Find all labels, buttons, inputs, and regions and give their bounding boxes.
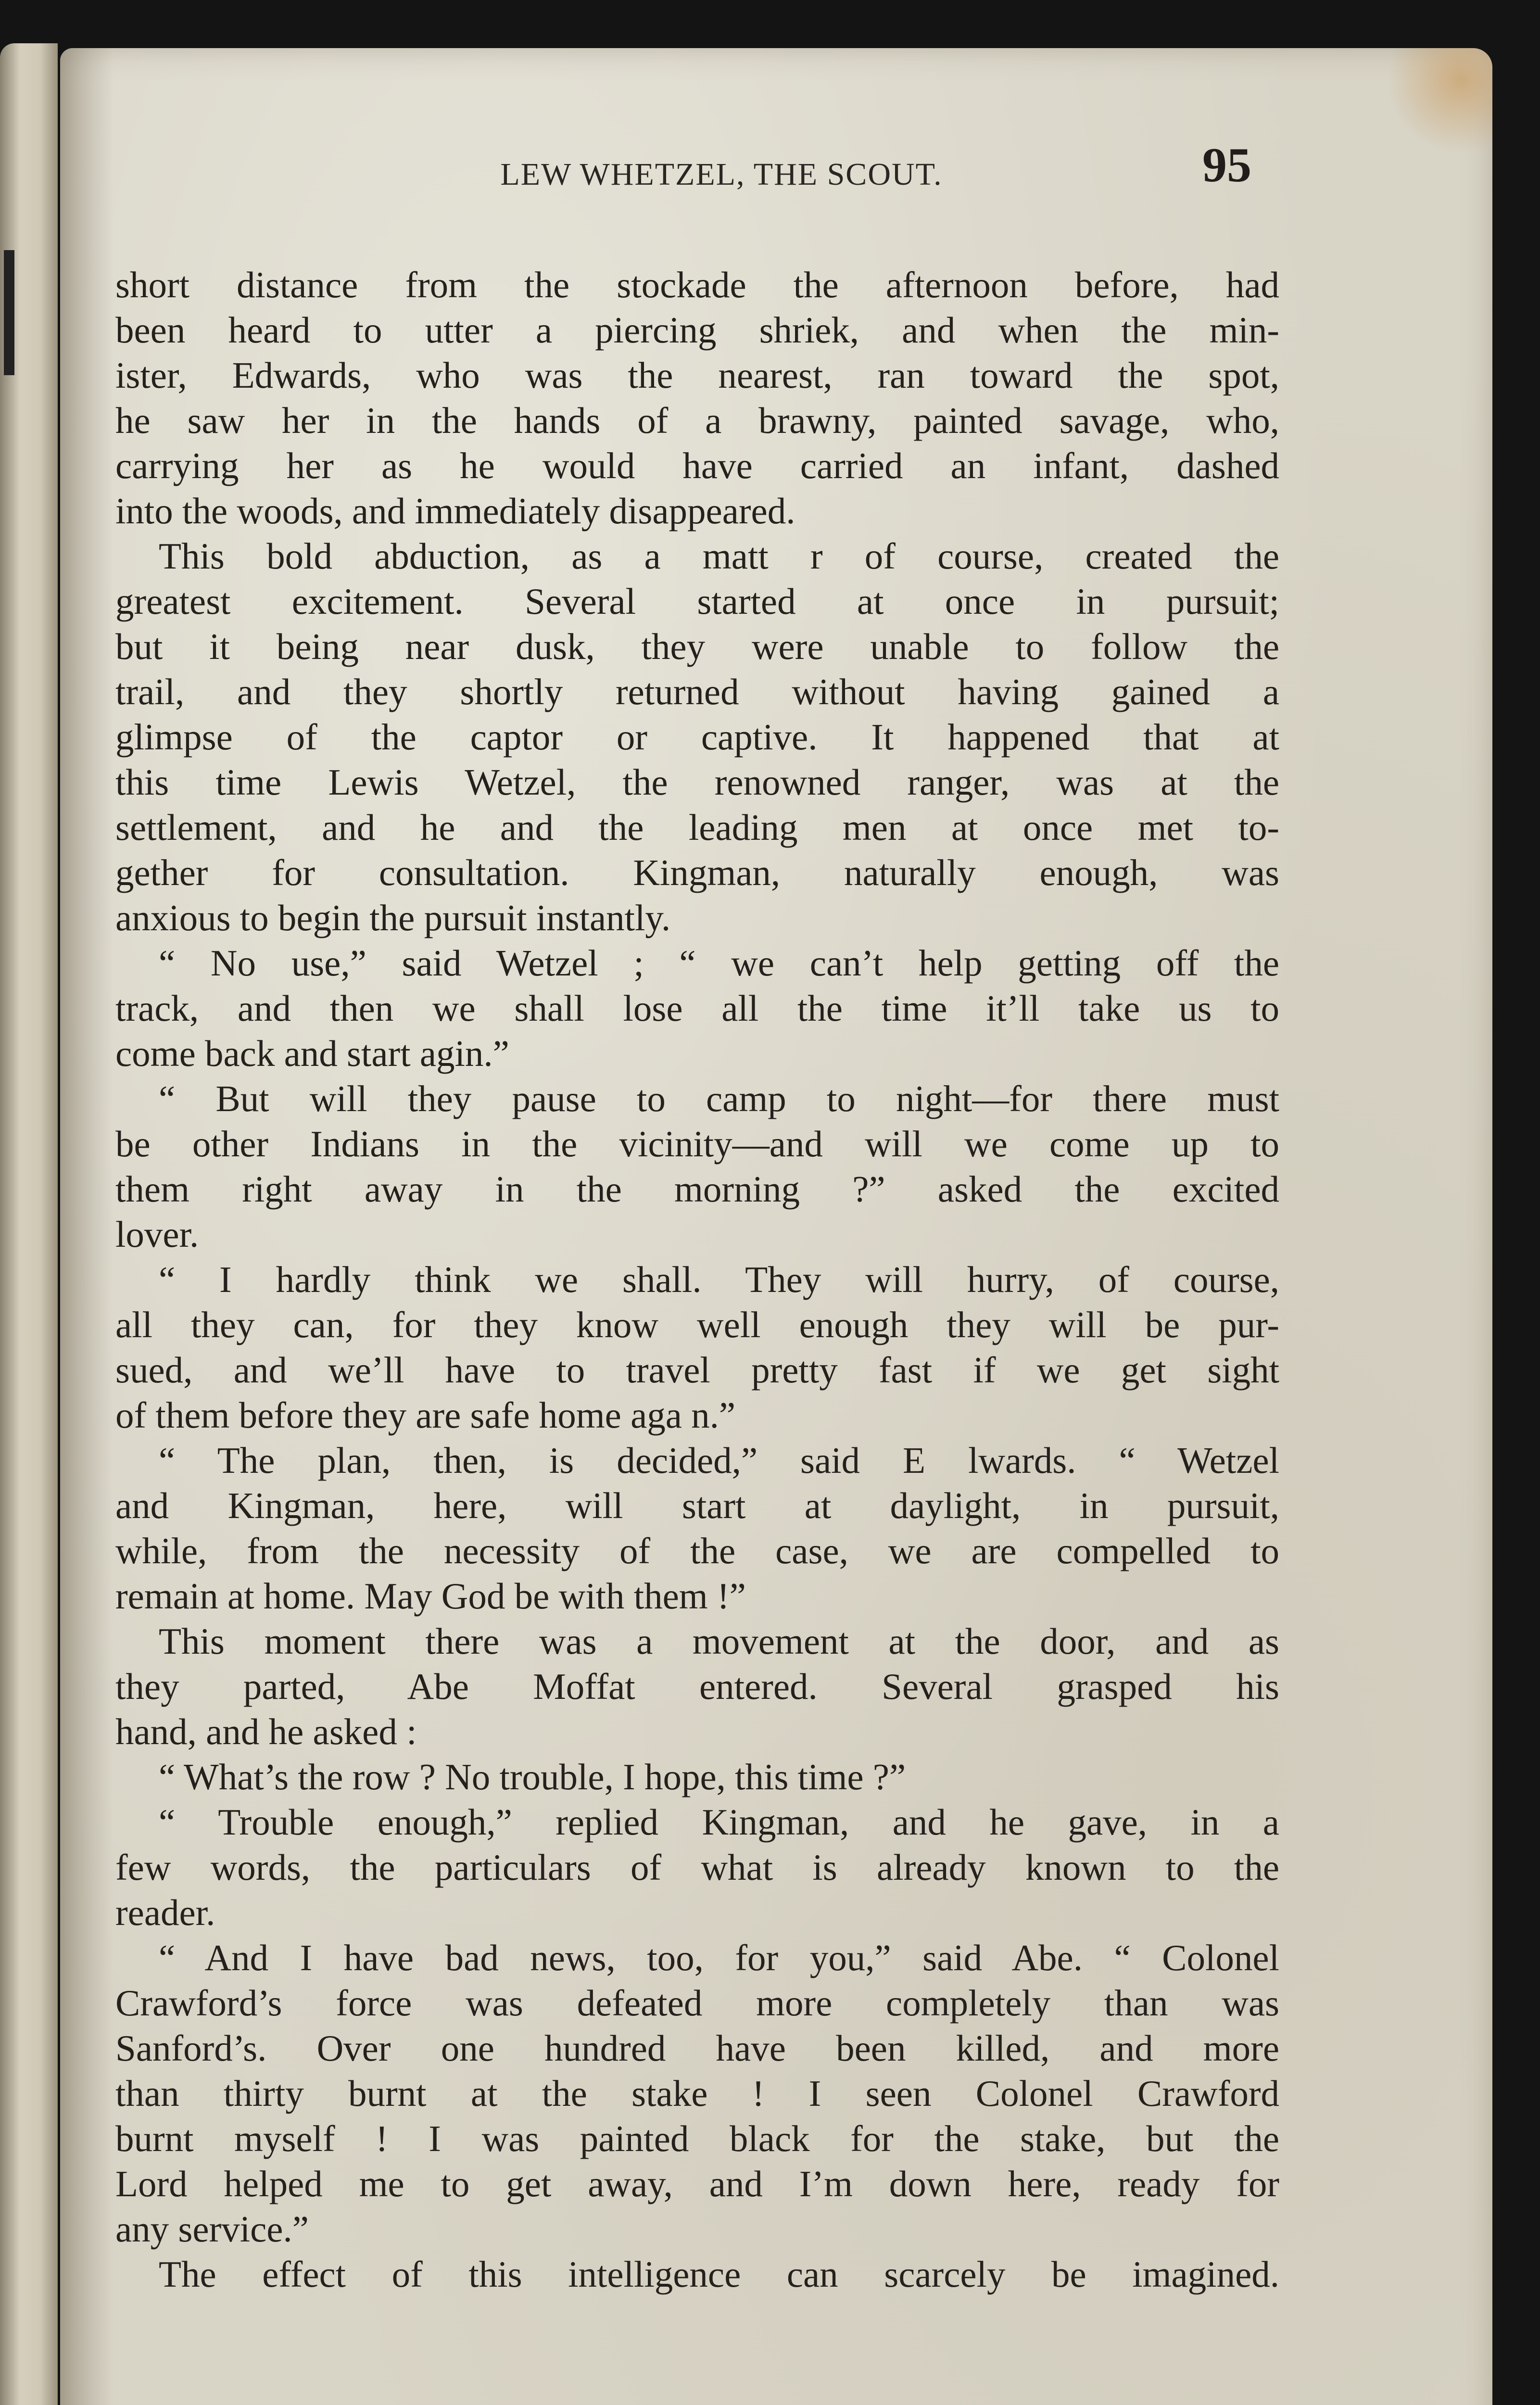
- text-line: The effect of this intelligence can scarcely be imagined.: [159, 2253, 1279, 2295]
- page-number: 95: [1202, 138, 1251, 192]
- text-line: short distance from the stockade the afternoon before, had: [115, 264, 1279, 305]
- text-line: “ And I have bad news, too, for you,” said Abe. “ Colonel: [159, 1937, 1279, 1978]
- text-line: come back and start agin.”: [115, 1033, 509, 1074]
- text-line: gether for consultation. Kingman, naturally enough, was: [115, 852, 1279, 893]
- text-line: lover.: [115, 1214, 199, 1255]
- text-line: ister, Edwards, who was the nearest, ran toward the spot,: [115, 354, 1279, 396]
- text-line: than thirty burnt at the stake ! I seen Colonel Crawford: [115, 2073, 1279, 2114]
- text-line: any service.”: [115, 2208, 309, 2250]
- text-line: sued, and we’ll have to travel pretty fast if we get sight: [115, 1349, 1279, 1391]
- text-line: “ But will they pause to camp to night—for there must: [159, 1078, 1279, 1119]
- text-line: “ No use,” said Wetzel ; “ we can’t help getting off the: [159, 942, 1279, 984]
- text-line: them right away in the morning ?” asked the excited: [115, 1168, 1279, 1210]
- text-line: all they can, for they know well enough they will be pur-: [115, 1304, 1279, 1345]
- text-line: remain at home. May God be with them !”: [115, 1575, 746, 1617]
- text-line: “ I hardly think we shall. They will hurry, of course,: [159, 1259, 1279, 1300]
- body-text: [115, 262, 1279, 2297]
- spine-shadow: [60, 48, 113, 2405]
- text-line: while, from the necessity of the case, we are compelled to: [115, 1530, 1279, 1571]
- text-line: anxious to begin the pursuit instantly.: [115, 897, 671, 938]
- text-line: hand, and he asked :: [115, 1711, 417, 1752]
- text-line: Lord helped me to get away, and I’m down here, ready for: [115, 2163, 1279, 2204]
- text-line: they parted, Abe Moffat entered. Several grasped his: [115, 1666, 1279, 1707]
- text-line: “ Trouble enough,” replied Kingman, and he gave, in a: [159, 1801, 1279, 1843]
- adjacent-page-edge: [0, 43, 58, 2405]
- text-line: trail, and they shortly returned without having gained a: [115, 671, 1279, 712]
- text-line: reader.: [115, 1892, 215, 1933]
- binding-mark: [4, 250, 14, 375]
- text-line: This moment there was a movement at the door, and as: [159, 1620, 1279, 1662]
- text-line: “ The plan, then, is decided,” said E lwards. “ Wetzel: [159, 1440, 1279, 1481]
- text-line: be other Indians in the vicinity—and will we come up to: [115, 1123, 1279, 1165]
- text-line: been heard to utter a piercing shriek, and when the min-: [115, 309, 1279, 351]
- text-line: This bold abduction, as a matt r of course, created the: [159, 535, 1279, 577]
- text-line: “ What’s the row ? No trouble, I hope, this time ?”: [159, 1756, 906, 1797]
- text-line: few words, the particulars of what is already known to the: [115, 1847, 1279, 1888]
- page-stain: [1387, 48, 1492, 154]
- text-line: of them before they are safe home aga n.”: [115, 1394, 736, 1436]
- running-head: LEW WHETZEL, THE SCOUT.: [500, 157, 943, 192]
- text-line: glimpse of the captor or captive. It happened that at: [115, 716, 1279, 758]
- text-line: this time Lewis Wetzel, the renowned ranger, was at the: [115, 761, 1279, 803]
- text-line: into the woods, and immediately disappeared.: [115, 490, 795, 532]
- text-line: Sanford’s. Over one hundred have been killed, and more: [115, 2027, 1279, 2069]
- text-line: he saw her in the hands of a brawny, painted savage, who,: [115, 400, 1279, 441]
- text-line: greatest excitement. Several started at once in pursuit;: [115, 581, 1279, 622]
- text-line: track, and then we shall lose all the time it’ll take us to: [115, 987, 1279, 1029]
- text-line: Crawford’s force was defeated more completely than was: [115, 1982, 1279, 2024]
- text-line: burnt myself ! I was painted black for the stake, but the: [115, 2118, 1279, 2159]
- text-line: carrying her as he would have carried an infant, dashed: [115, 445, 1279, 486]
- text-line: settlement, and he and the leading men at once met to-: [115, 807, 1279, 848]
- text-line: but it being near dusk, they were unable to follow the: [115, 626, 1279, 667]
- text-line: and Kingman, here, will start at daylight, in pursuit,: [115, 1485, 1279, 1526]
